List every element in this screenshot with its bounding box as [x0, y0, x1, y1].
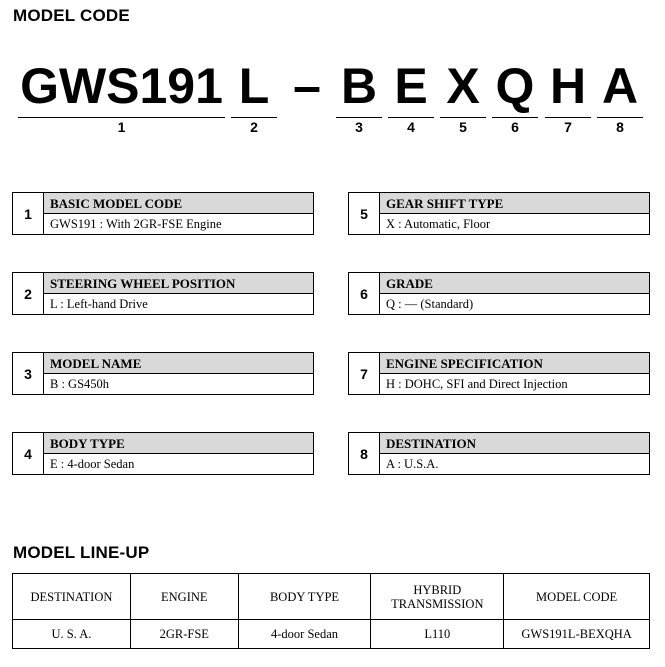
box-value: B : GS450h [50, 377, 110, 391]
underline-3 [336, 117, 382, 118]
code-segment-3: B [340, 58, 378, 114]
box-value: GWS191 : With 2GR-FSE Engine [50, 217, 222, 231]
code-box-7 [348, 352, 650, 395]
header-destination: DESTINATION [13, 574, 131, 620]
code-segment-5: X [446, 58, 480, 114]
box-number: 1 [13, 193, 44, 234]
box-value: E : 4-door Sedan [50, 457, 135, 471]
cell-model-code: GWS191L-BEXQHA [504, 620, 650, 649]
position-number-3: 3 [355, 119, 363, 135]
model-code-string [0, 56, 665, 116]
code-segment-1: GWS191 [20, 58, 223, 114]
position-number-1: 1 [117, 119, 126, 135]
box-title: GEAR SHIFT TYPE [380, 193, 649, 214]
underline-7 [545, 117, 591, 118]
box-number: 4 [13, 433, 44, 474]
header-model-code: MODEL CODE [504, 574, 650, 620]
header-engine: ENGINE [130, 574, 238, 620]
cell-destination: U. S. A. [13, 620, 131, 649]
code-box-8 [348, 432, 650, 475]
box-title: STEERING WHEEL POSITION [44, 273, 313, 294]
code-box-5 [348, 192, 650, 235]
underline-1 [18, 117, 225, 118]
code-segment-6: Q [495, 58, 535, 114]
box-number: 3 [13, 353, 44, 394]
underline-4 [388, 117, 434, 118]
code-segment-7: H [549, 58, 587, 114]
header-hybrid-line2: TRANSMISSION [391, 596, 484, 611]
position-number-8: 8 [616, 119, 624, 135]
position-number-5: 5 [459, 119, 467, 135]
box-number: 5 [349, 193, 380, 234]
box-value: X : Automatic, Floor [386, 217, 491, 231]
model-lineup-title: MODEL LINE-UP [13, 543, 150, 562]
box-value: H : DOHC, SFI and Direct Injection [386, 377, 568, 391]
box-value: A : U.S.A. [386, 457, 439, 471]
position-number-7: 7 [564, 119, 572, 135]
box-number: 6 [349, 273, 380, 314]
box-value: L : Left-hand Drive [50, 297, 148, 311]
box-title: MODEL NAME [44, 353, 313, 374]
model-lineup-table [12, 573, 650, 649]
box-number: 8 [349, 433, 380, 474]
underline-6 [492, 117, 538, 118]
table-row [13, 620, 650, 649]
box-value: Q : — (Standard) [386, 297, 474, 311]
code-box-4 [12, 432, 314, 475]
position-number-2: 2 [250, 119, 258, 135]
box-number: 7 [349, 353, 380, 394]
box-title: BASIC MODEL CODE [44, 193, 313, 214]
box-title: GRADE [380, 273, 649, 294]
position-number-6: 6 [511, 119, 519, 135]
underline-2 [231, 117, 277, 118]
code-box-3 [12, 352, 314, 395]
code-segment-2: L [238, 58, 270, 114]
code-box-1 [12, 192, 314, 235]
underline-5 [440, 117, 486, 118]
box-title: ENGINE SPECIFICATION [380, 353, 649, 374]
underline-8 [597, 117, 643, 118]
model-code-title: MODEL CODE [13, 6, 130, 25]
code-segment-4: E [394, 58, 428, 114]
code-dash: – [293, 58, 321, 114]
code-box-2 [12, 272, 314, 315]
cell-transmission: L110 [371, 620, 504, 649]
box-title: DESTINATION [380, 433, 649, 454]
header-hybrid-transmission [371, 574, 504, 620]
position-number-4: 4 [407, 119, 415, 135]
code-box-6 [348, 272, 650, 315]
cell-engine: 2GR-FSE [130, 620, 238, 649]
box-title: BODY TYPE [44, 433, 313, 454]
header-hybrid-line1: HYBRID [413, 582, 462, 597]
header-body-type: BODY TYPE [238, 574, 371, 620]
box-number: 2 [13, 273, 44, 314]
code-segment-8: A [601, 58, 639, 114]
cell-body-type: 4-door Sedan [238, 620, 371, 649]
table-header-row [13, 574, 650, 620]
